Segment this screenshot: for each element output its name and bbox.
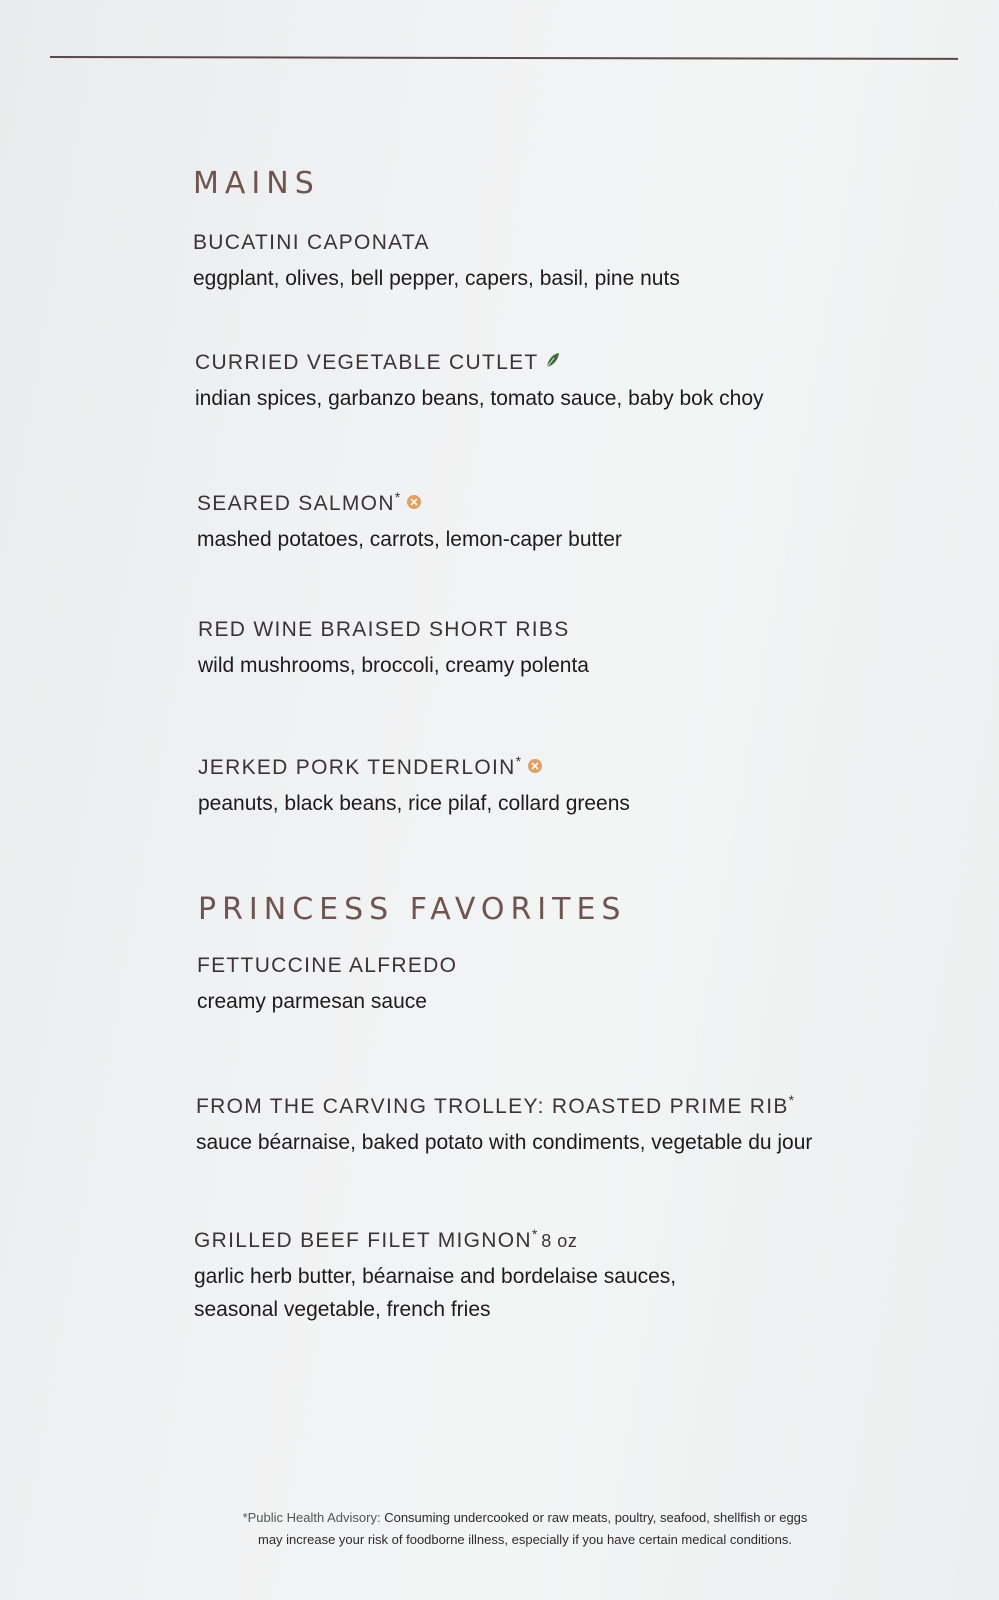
menu-item-description: indian spices, garbanzo beans, tomato sauce, baby bok choy (195, 387, 764, 411)
asterisk: * (515, 753, 522, 769)
menu-item-name: SEARED SALMON (197, 492, 395, 515)
menu-item-description: eggplant, olives, bell pepper, capers, basil, pine nuts (193, 267, 680, 290)
menu-item-description: peanuts, black beans, rice pilaf, collard greens (198, 792, 630, 816)
menu-item-fettuccine-alfredo (197, 953, 457, 1018)
advisory-text-1: Consuming undercooked or raw meats, poultry, seafood, shellfish or eggs (384, 1510, 808, 1525)
advisory-line-1 (0, 1507, 999, 1529)
menu-item-bucatini-caponata (193, 230, 680, 295)
menu-item-curried-vegetable-cutlet (195, 350, 764, 415)
menu-item-name: BUCATINI CAPONATA (193, 231, 430, 254)
portion-size: 8 oz (541, 1231, 578, 1251)
advisory-label: *Public Health Advisory: (242, 1510, 381, 1525)
menu-item-name: JERKED PORK TENDERLOIN (198, 756, 516, 779)
menu-item-name-row (196, 1087, 812, 1120)
menu-item-description: creamy parmesan sauce (197, 990, 427, 1013)
menu-item-name-row (194, 1221, 676, 1254)
no-gluten-icon (406, 491, 422, 517)
menu-item-description-line2: seasonal vegetable, french fries (194, 1298, 491, 1321)
menu-item-grilled-beef-filet-mignon (194, 1221, 676, 1326)
menu-item-name: FROM THE CARVING TROLLEY: ROASTED PRIME RIB (196, 1095, 789, 1118)
leaf-icon (545, 350, 561, 376)
menu-item-description: sauce béarnaise, baked potato with condiments, vegetable du jour (196, 1131, 813, 1154)
menu-item-seared-salmon (197, 484, 622, 556)
advisory-line-2: may increase your risk of foodborne illness, especially if you have certain medical conditions. (258, 1532, 792, 1547)
menu-item-description: mashed potatoes, carrots, lemon-caper butter (197, 528, 622, 552)
menu-item-roasted-prime-rib (196, 1087, 812, 1159)
asterisk: * (788, 1092, 795, 1108)
menu-item-name-row (195, 350, 764, 376)
top-divider (50, 56, 958, 60)
menu-item-description: garlic herb butter, béarnaise and bordelaise sauces, (194, 1265, 677, 1288)
menu-item-name: CURRIED VEGETABLE CUTLET (195, 351, 539, 374)
menu-item-name-row (197, 484, 622, 517)
menu-item-name: FETTUCCINE ALFREDO (197, 954, 458, 977)
asterisk: * (394, 489, 401, 505)
menu-item-name-row (198, 748, 630, 781)
asterisk: * (531, 1226, 538, 1242)
no-gluten-icon (527, 755, 543, 781)
menu-item-name: GRILLED BEEF FILET MIGNON (194, 1229, 532, 1252)
menu-item-description: wild mushrooms, broccoli, creamy polenta (198, 654, 589, 677)
menu-item-red-wine-braised-short-ribs (198, 617, 589, 682)
menu-item-jerked-pork-tenderloin (198, 748, 630, 820)
section-title-princess-favorites: PRINCESS FAVORITES (198, 892, 627, 927)
public-health-advisory (0, 1507, 999, 1551)
section-title-mains: MAINS (193, 166, 320, 201)
menu-item-name: RED WINE BRAISED SHORT RIBS (198, 618, 570, 641)
